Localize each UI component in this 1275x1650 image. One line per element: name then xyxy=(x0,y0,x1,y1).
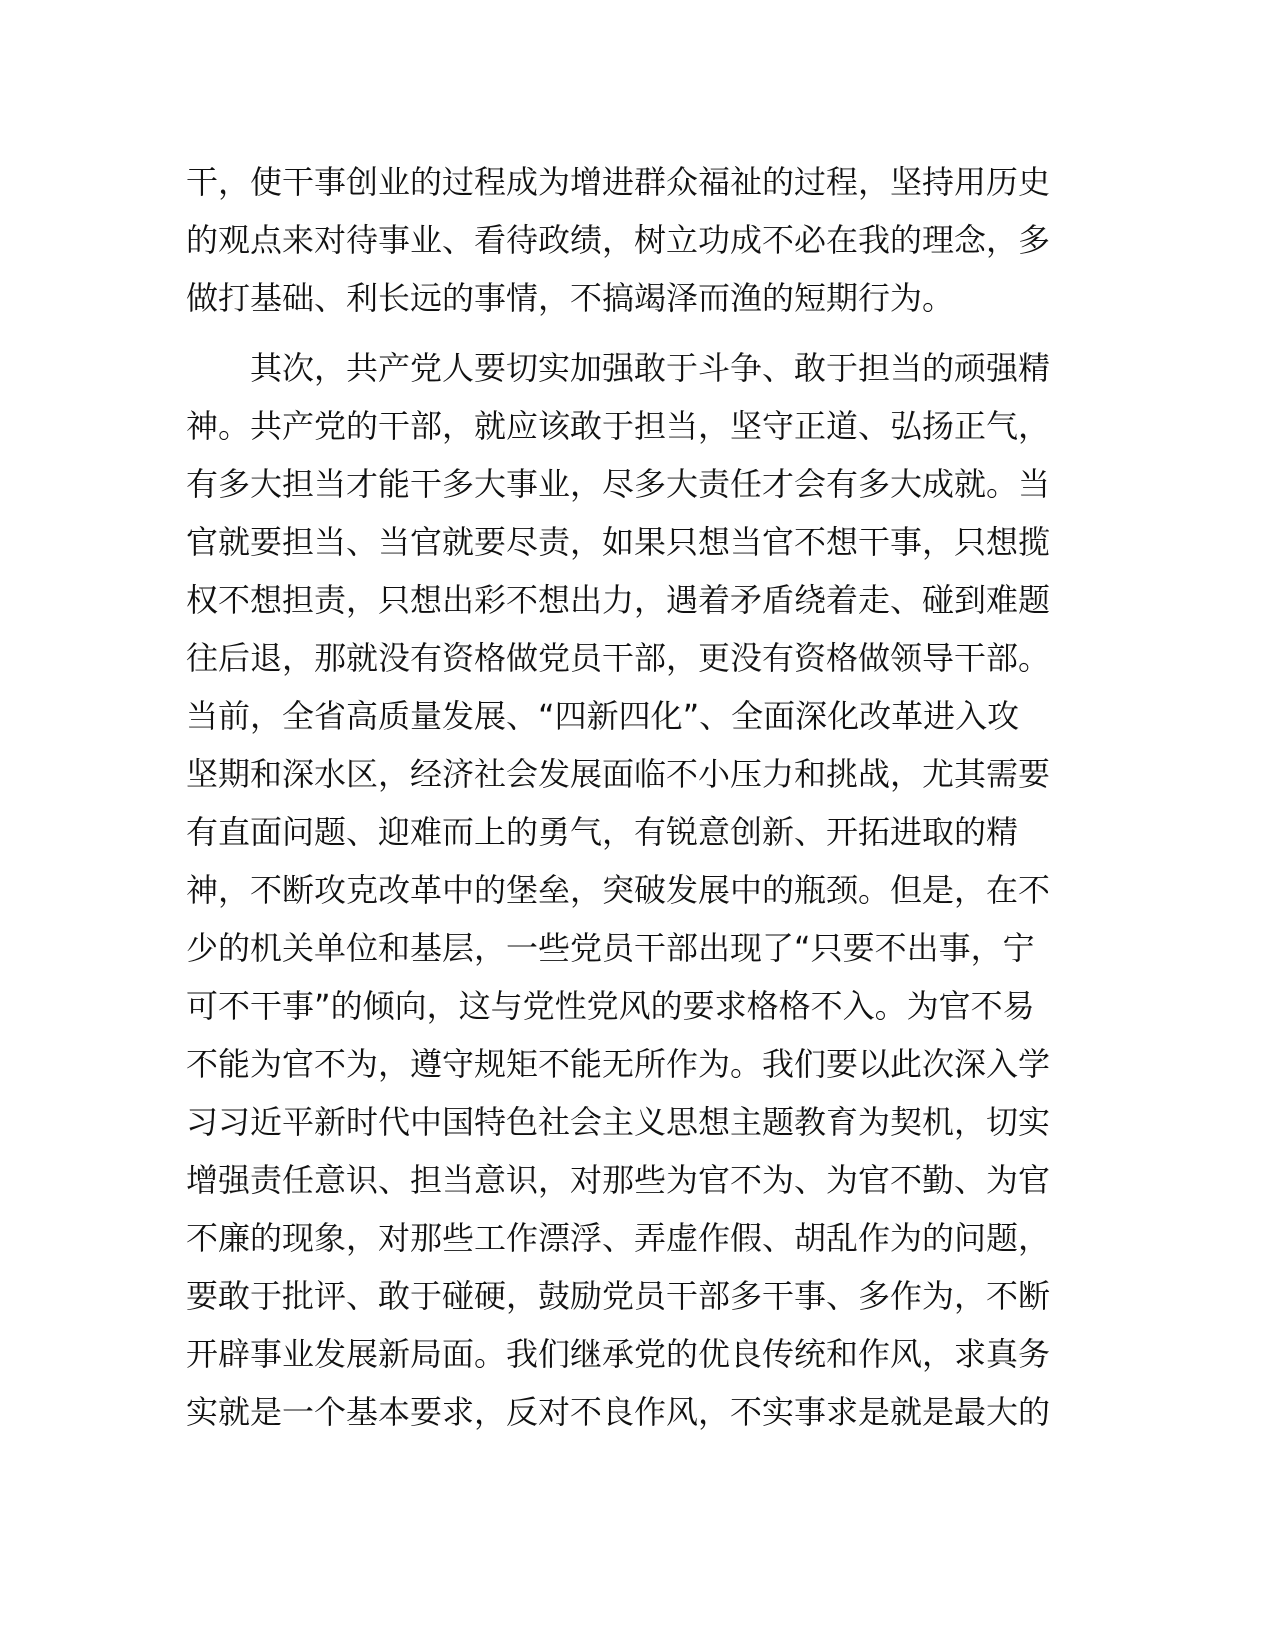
text-line: 增强责任意识、担当意识，对那些为官不为、为官不勤、为官 xyxy=(186,1161,1051,1199)
text-line: 神，不断攻克改革中的堡垒，突破发展中的瓶颈。但是，在不 xyxy=(186,871,1051,909)
paragraph-2 xyxy=(186,339,1090,1441)
text-line: 当前，全省高质量发展、“四新四化”、全面深化改革进入攻 xyxy=(186,697,1020,735)
paragraph-1 xyxy=(186,153,1090,327)
text-line: 实就是一个基本要求，反对不良作风，不实事求是就是最大的 xyxy=(186,1393,1051,1431)
text-line: 其次，共产党人要切实加强敢于斗争、敢于担当的顽强精 xyxy=(186,349,1051,387)
text-line: 少的机关单位和基层，一些党员干部出现了“只要不出事，宁 xyxy=(186,929,1035,967)
text-line: 不廉的现象，对那些工作漂浮、弄虚作假、胡乱作为的问题， xyxy=(186,1219,1051,1257)
text-line: 坚期和深水区，经济社会发展面临不小压力和挑战，尤其需要 xyxy=(186,755,1051,793)
text-line: 可不干事”的倾向，这与党性党风的要求格格不入。为官不易 xyxy=(186,987,1035,1025)
text-line: 官就要担当、当官就要尽责，如果只想当官不想干事，只想揽 xyxy=(186,523,1051,561)
text-line: 习习近平新时代中国特色社会主义思想主题教育为契机，切实 xyxy=(186,1103,1051,1141)
text-line: 权不想担责，只想出彩不想出力，遇着矛盾绕着走、碰到难题 xyxy=(186,581,1051,619)
body-text xyxy=(186,153,1090,1441)
text-line: 干，使干事创业的过程成为增进群众福祉的过程，坚持用历史 xyxy=(186,163,1051,201)
text-line: 不能为官不为，遵守规矩不能无所作为。我们要以此次深入学 xyxy=(186,1045,1051,1083)
text-line: 的观点来对待事业、看待政绩，树立功成不必在我的理念，多 xyxy=(186,221,1051,259)
text-line: 开辟事业发展新局面。我们继承党的优良传统和作风，求真务 xyxy=(186,1335,1051,1373)
paragraph-spacing xyxy=(186,327,1090,339)
text-line: 往后退，那就没有资格做党员干部，更没有资格做领导干部。 xyxy=(186,639,1051,677)
text-line: 做打基础、利长远的事情，不搞竭泽而渔的短期行为。 xyxy=(186,279,955,317)
text-line: 有多大担当才能干多大事业，尽多大责任才会有多大成就。当 xyxy=(186,465,1051,503)
text-line: 要敢于批评、敢于碰硬，鼓励党员干部多干事、多作为，不断 xyxy=(186,1277,1051,1315)
text-line: 有直面问题、迎难而上的勇气，有锐意创新、开拓进取的精 xyxy=(186,813,1019,851)
text-line: 神。共产党的干部，就应该敢于担当，坚守正道、弘扬正气， xyxy=(186,407,1051,445)
